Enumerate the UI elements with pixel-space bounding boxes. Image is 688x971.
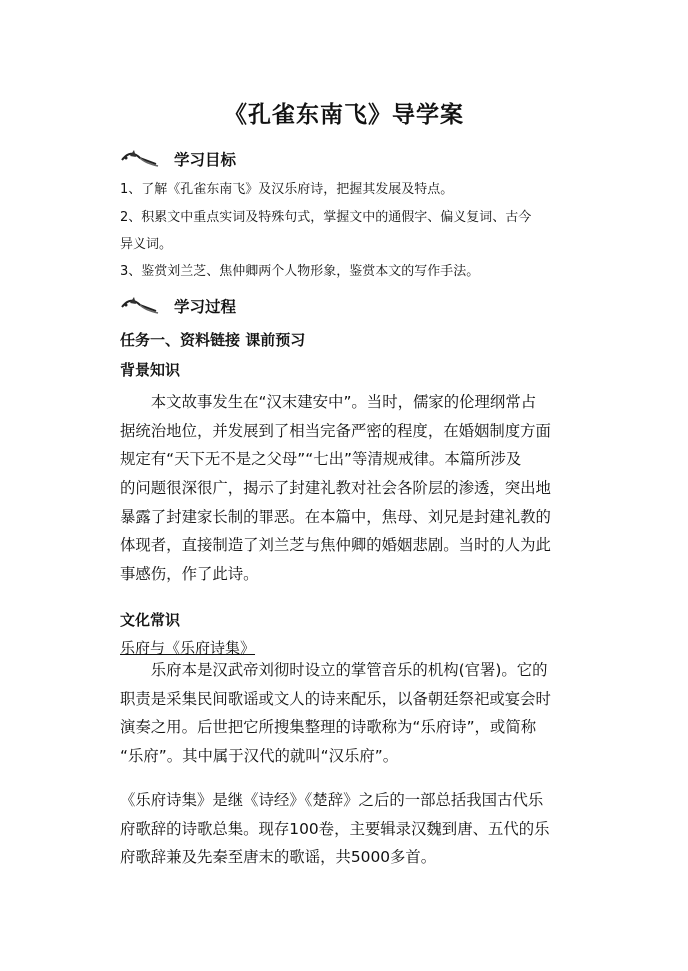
bird-pen-icon <box>120 148 160 170</box>
yuefu-subheading: 乐府与《乐府诗集》 <box>120 639 256 657</box>
bird-pen-icon <box>120 295 160 317</box>
section-heading-goals <box>120 147 236 171</box>
paragraph-line: 乐府本是汉武帝刘彻时设立的掌管音乐的机构(官署)。它的 <box>120 661 548 679</box>
section-label: 学习过程 <box>174 298 237 316</box>
paragraph-line: 府歌辞兼及先秦至唐末的歌谣，共5000多首。 <box>120 848 437 867</box>
paragraph-line: 本文故事发生在“汉末建安中”。当时，儒家的伦理纲常占 <box>120 393 537 411</box>
task1-heading: 任务一、资料链接 课前预习 <box>120 331 306 349</box>
paragraph-line: 规定有“天下无不是之父母”“七出”等清规戒律。本篇所涉及 <box>120 450 522 469</box>
background-heading: 背景知识 <box>120 361 181 379</box>
goal-item-2: 2、积累文中重点实词及特殊句式，掌握文中的通假字、偏义复词、古今 <box>120 210 532 225</box>
paragraph-line: 暴露了封建家长制的罪恶。在本篇中，焦母、刘兄是封建礼教的 <box>120 507 551 526</box>
paragraph-line: 府歌辞的诗歌总集。现存100卷，主要辑录汉魏到唐、五代的乐 <box>120 819 550 838</box>
paragraph-line: “乐府”。其中属于汉代的就叫“汉乐府”。 <box>120 747 399 766</box>
section-label: 学习目标 <box>174 151 237 169</box>
document-title: 《孔雀东南飞》导学案 <box>224 102 464 128</box>
paragraph-line: 《乐府诗集》是继《诗经》《楚辞》之后的一部总括我国古代乐 <box>120 791 544 809</box>
paragraph-line: 职责是采集民间歌谣或文人的诗来配乐，以备朝廷祭祀或宴会时 <box>120 689 551 708</box>
collection-paragraph <box>120 786 570 872</box>
paragraph-line: 的问题很深很广，揭示了封建礼教对社会各阶层的渗透，突出地 <box>120 479 551 498</box>
paragraph-line: 体现者，直接制造了刘兰芝与焦仲卿的婚姻悲剧。当时的人为此 <box>120 536 551 555</box>
culture-heading: 文化常识 <box>120 611 181 629</box>
yuefu-paragraph <box>120 656 570 771</box>
section-heading-process <box>120 294 236 318</box>
goal-item-2-cont: 异义词。 <box>120 237 173 252</box>
goal-item-1: 1、了解《孔雀东南飞》及汉乐府诗，把握其发展及特点。 <box>120 182 454 197</box>
paragraph-line: 演奏之用。后世把它所搜集整理的诗歌称为“乐府诗”，或简称 <box>120 718 537 737</box>
background-paragraph <box>120 388 570 589</box>
goal-item-3: 3、鉴赏刘兰芝、焦仲卿两个人物形象，鉴赏本文的写作手法。 <box>120 264 480 279</box>
paragraph-line: 据统治地位，并发展到了相当完备严密的程度，在婚姻制度方面 <box>120 421 551 440</box>
paragraph-line: 事感伤，作了此诗。 <box>120 565 259 584</box>
